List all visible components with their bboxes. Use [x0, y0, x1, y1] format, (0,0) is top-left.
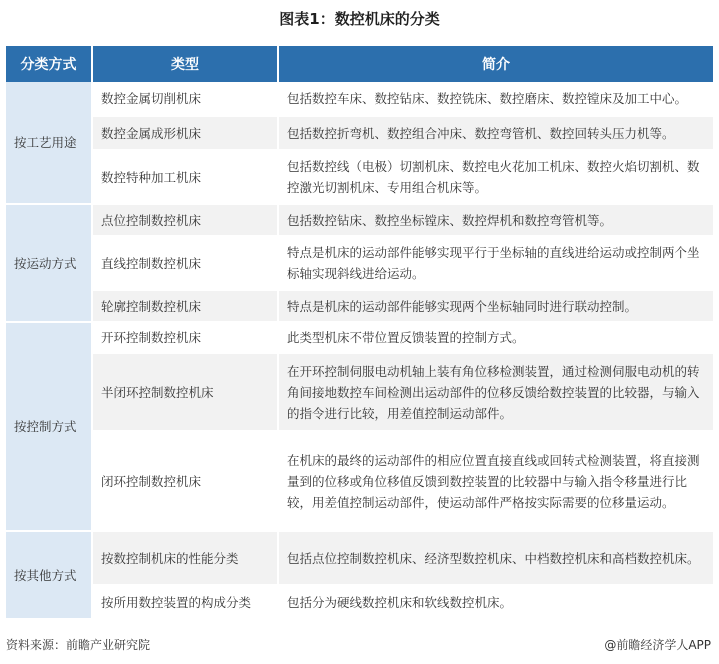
description-cell: 特点是机床的运动部件能够实现平行于坐标轴的直线进给运动或控制两个坐标轴实现斜线进给运动。 — [278, 236, 713, 290]
brand-credit: @前瞻经济学人APP — [604, 638, 711, 652]
table-row — [6, 431, 713, 531]
table-header-row — [6, 46, 713, 82]
type-cell: 轮廓控制数控机床 — [92, 290, 278, 322]
description-cell: 此类型机床不带位置反馈装置的控制方式。 — [278, 322, 713, 353]
type-cell: 半闭环控制数控机床 — [92, 353, 278, 431]
type-cell: 直线控制数控机床 — [92, 236, 278, 290]
description-cell: 包括分为硬线数控机床和软线数控机床。 — [278, 585, 713, 619]
category-cell: 按其他方式 — [6, 531, 92, 619]
type-cell: 数控特种加工机床 — [92, 150, 278, 204]
chart-title: 图表1：数控机床的分类 — [279, 10, 440, 28]
type-cell: 按所用数控装置的构成分类 — [92, 585, 278, 619]
description-cell: 在开环控制伺服电动机轴上装有角位移检测装置，通过检测伺服电动机的转角间接地数控车间检测出运动部件的位移反馈给数控装置的比较器，与输入的指令进行比较，用差值控制运动部件。 — [278, 353, 713, 431]
type-cell: 按数控制机床的性能分类 — [92, 531, 278, 585]
description-cell: 包括数控线（电极）切割机床、数控电火花加工机床、数控火焰切割机、数控激光切割机床、专用组合机床等。 — [278, 150, 713, 204]
table-row — [6, 290, 713, 322]
header-description: 简介 — [278, 46, 713, 82]
source-note: 资料来源：前瞻产业研究院 — [6, 638, 151, 652]
description-cell: 特点是机床的运动部件能够实现两个坐标轴同时进行联动控制。 — [278, 290, 713, 322]
table-row — [6, 236, 713, 290]
classification-table — [6, 46, 713, 620]
type-cell: 点位控制数控机床 — [92, 204, 278, 236]
category-cell: 按工艺用途 — [6, 82, 92, 204]
type-cell: 数控金属切削机床 — [92, 82, 278, 116]
table-row — [6, 322, 713, 353]
description-cell: 包括数控车床、数控钻床、数控铣床、数控磨床、数控镗床及加工中心。 — [278, 82, 713, 116]
description-cell: 包括点位控制数控机床、经济型数控机床、中档数控机床和高档数控机床。 — [278, 531, 713, 585]
table-row — [6, 531, 713, 585]
table-row — [6, 585, 713, 619]
header-category: 分类方式 — [6, 46, 92, 82]
table-row — [6, 82, 713, 116]
header-type: 类型 — [92, 46, 278, 82]
type-cell: 数控金属成形机床 — [92, 116, 278, 150]
description-cell: 在机床的最终的运动部件的相应位置直接直线或回转式检测装置，将直接测量到的位移或角位移值反馈到数控装置的比较器中与输入指令移量进行比较，用差值控制运动部件，使运动部件严格按实际需要的位移量运动。 — [278, 431, 713, 531]
category-cell: 按控制方式 — [6, 322, 92, 531]
description-cell: 包括数控折弯机、数控组合冲床、数控弯管机、数控回转头压力机等。 — [278, 116, 713, 150]
table-row — [6, 353, 713, 431]
description-cell: 包括数控钻床、数控坐标镗床、数控焊机和数控弯管机等。 — [278, 204, 713, 236]
table-row — [6, 204, 713, 236]
table-row — [6, 116, 713, 150]
table-row — [6, 150, 713, 204]
type-cell: 闭环控制数控机床 — [92, 431, 278, 531]
type-cell: 开环控制数控机床 — [92, 322, 278, 353]
category-cell: 按运动方式 — [6, 204, 92, 322]
